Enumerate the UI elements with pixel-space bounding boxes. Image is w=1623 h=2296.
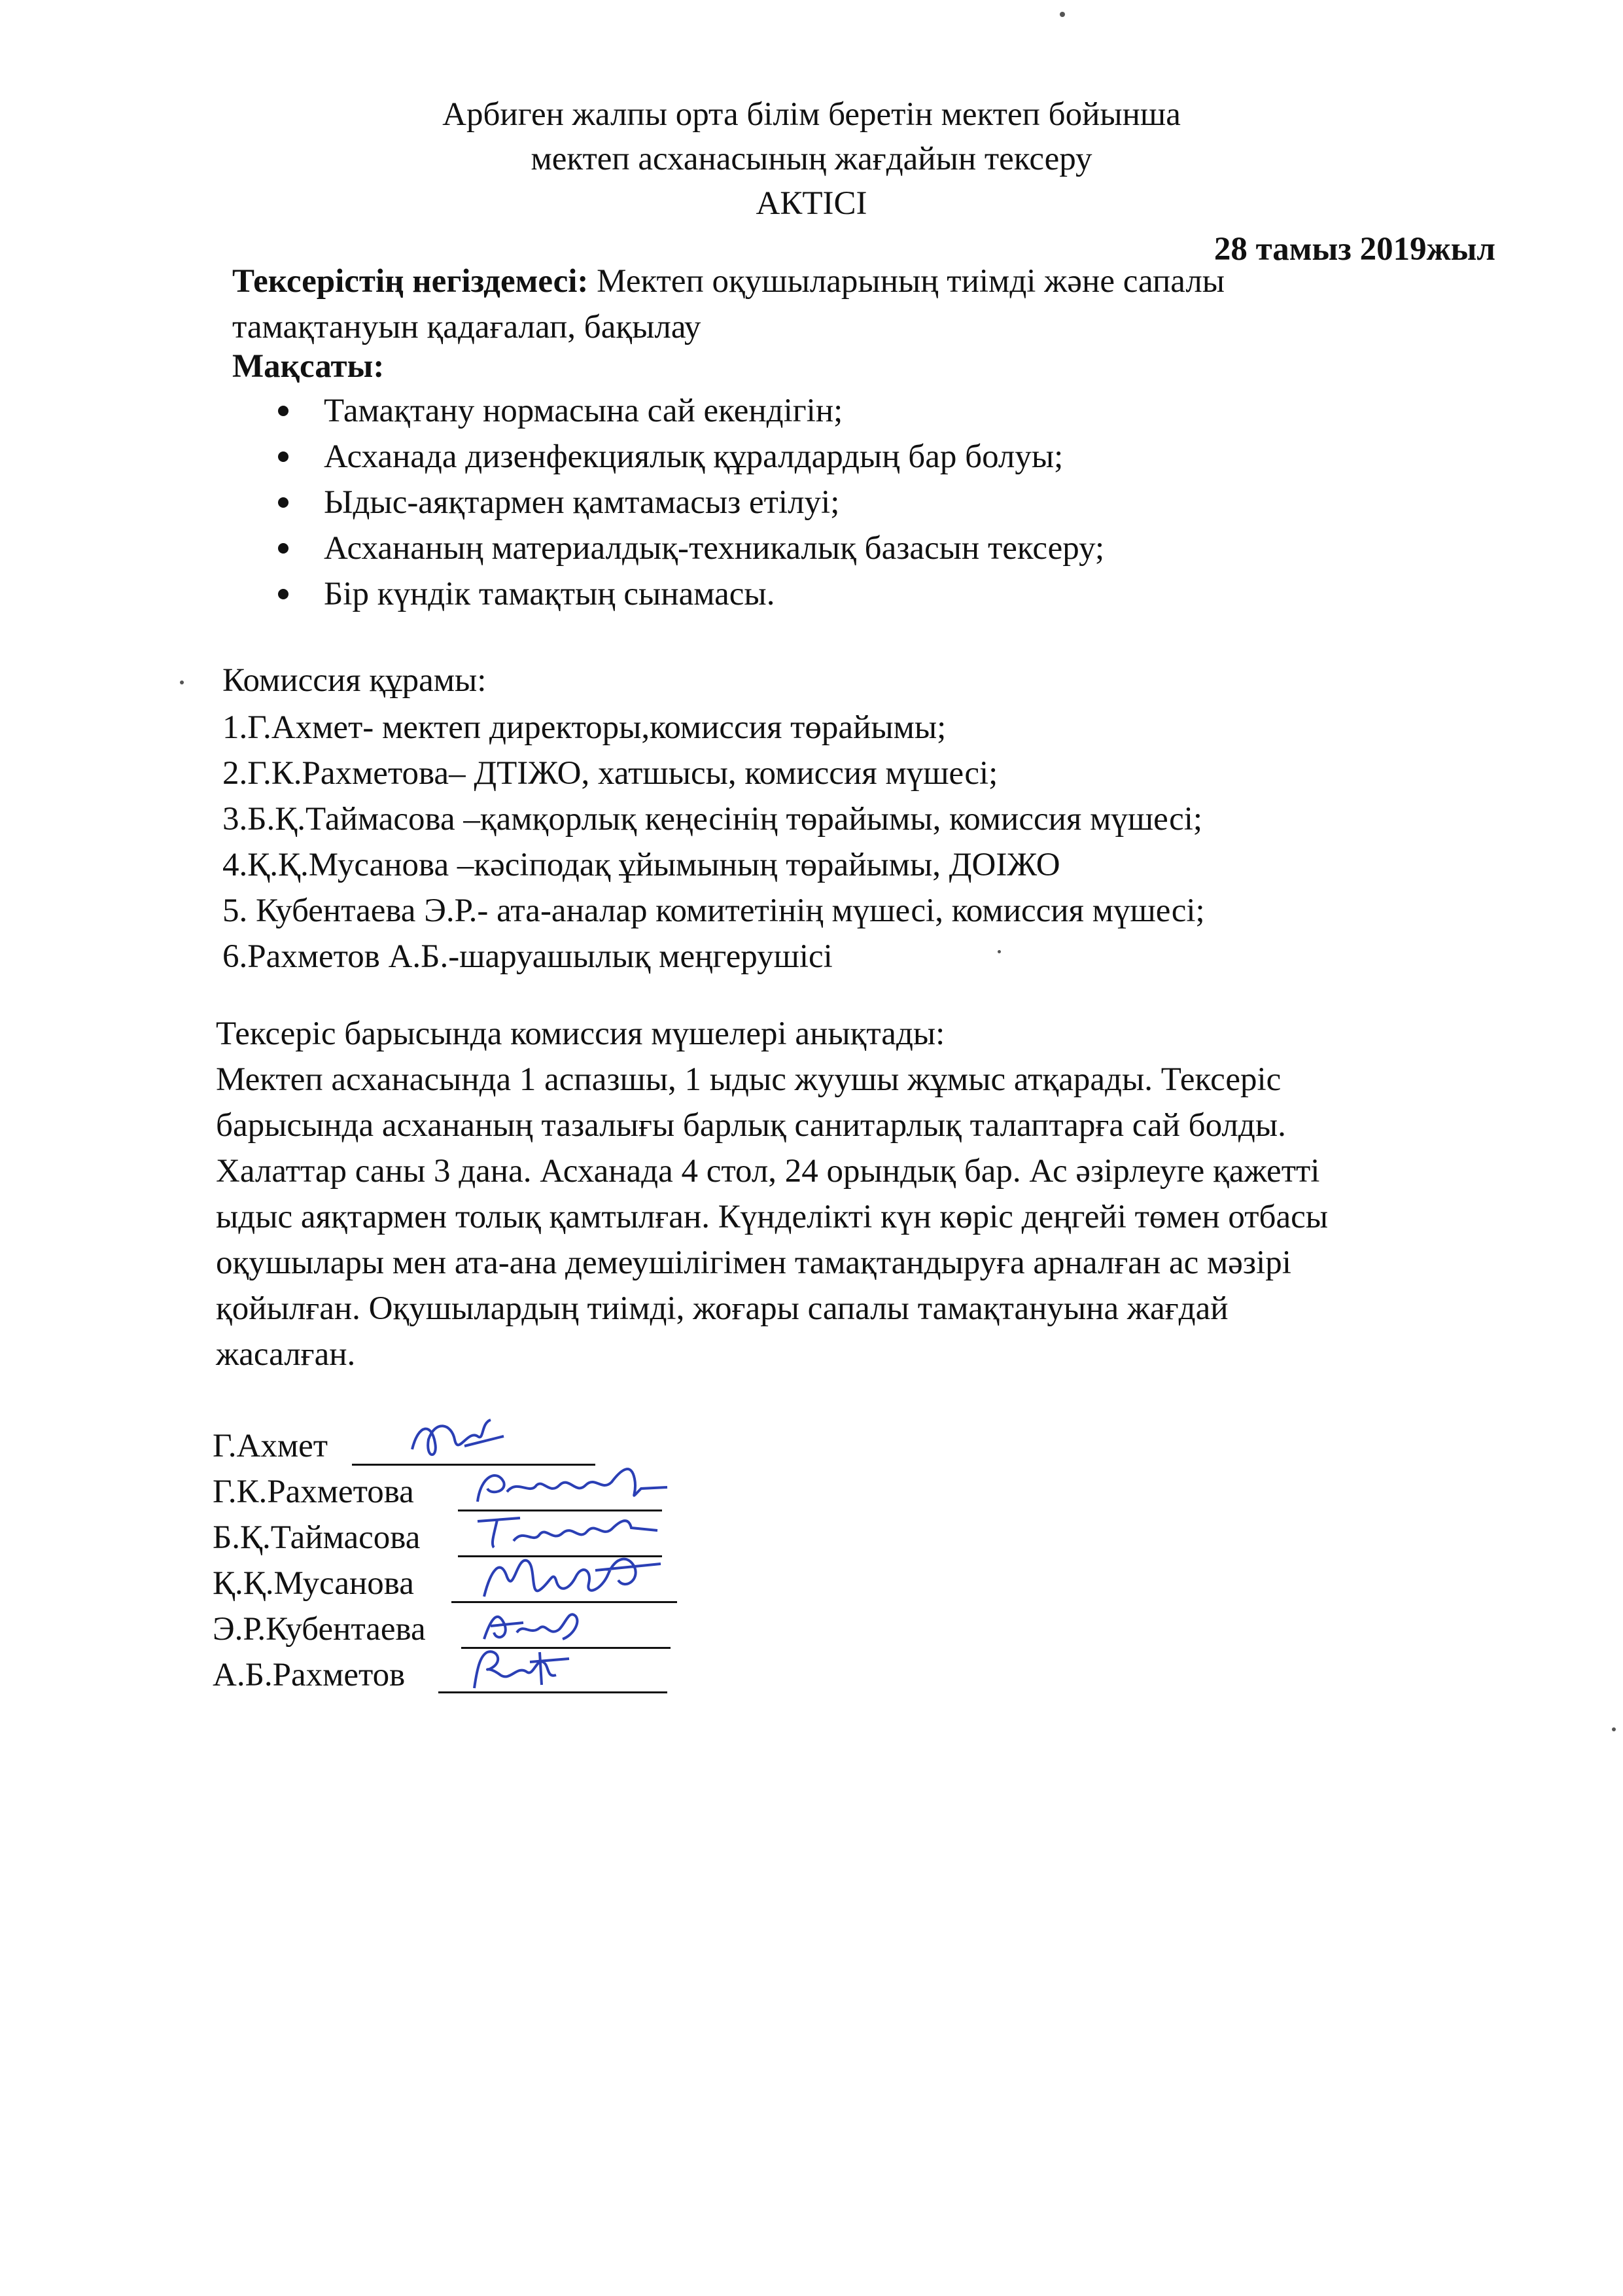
findings-line: Халаттар саны 3 дана. Асханада 4 стол, 24 орындық бар. Ас әзірлеуге қажетті	[216, 1153, 1320, 1190]
commission-member: 5. Кубентаева Э.Р.- ата-аналар комитетінің мүшесі, комиссия мүшесі;	[222, 892, 1205, 929]
list-item: Бір күндік тамақтың сынамасы.	[278, 574, 1104, 620]
list-item: Ыдыс-аяқтармен қамтамасыз етілуі;	[278, 483, 1104, 529]
scan-speck	[1612, 1727, 1616, 1731]
scan-speck	[180, 680, 184, 684]
doc-title-act: АКТІСІ	[756, 185, 867, 222]
bullet-icon	[278, 589, 288, 599]
bullet-icon	[278, 497, 288, 508]
findings-line: оқушылары мен ата-ана демеушілігімен тамақтандыруға арналған ас мәзірі	[216, 1245, 1291, 1281]
signature-name: Э.Р.Кубентаева	[213, 1611, 426, 1648]
findings-line: Мектеп асханасында 1 аспазшы, 1 ыдыс жуушы жұмыс атқарады. Тексеріс	[216, 1061, 1282, 1098]
commission-member: 3.Б.Қ.Таймасова –қамқорлық кеңесінің төрайымы, комиссия мүшесі;	[222, 801, 1203, 838]
bullet-icon	[278, 406, 288, 416]
commission-member: 4.Қ.Қ.Мусанова –кәсіподақ ұйымының төрайымы, ДОІЖО	[222, 847, 1060, 883]
basis-line1	[232, 262, 1225, 301]
signature-name: Қ.Қ.Мусанова	[213, 1565, 414, 1602]
basis-text-1: Мектеп оқушыларының тиімді және сапалы	[588, 263, 1225, 300]
list-item: Тамақтану нормасына сай екендігін;	[278, 391, 1104, 437]
commission-member: 2.Г.К.Рахметова– ДТІЖО, хатшысы, комиссия мүшесі;	[222, 755, 998, 792]
scan-speck	[998, 950, 1001, 953]
signature-mark	[464, 1639, 582, 1698]
doc-date: 28 тамыз 2019жыл	[1213, 231, 1495, 268]
goals-label: Мақсаты:	[232, 348, 385, 385]
findings-line: жасалған.	[216, 1336, 356, 1373]
basis-label: Тексерістің негіздемесі:	[232, 263, 589, 300]
bullet-icon	[278, 543, 288, 554]
commission-label: Комиссия құрамы:	[222, 662, 487, 699]
commission-member: 6.Рахметов А.Б.-шаруашылық меңгерушісі	[222, 938, 833, 975]
signature-name: Г.Ахмет	[213, 1428, 328, 1464]
list-item: Асхананың материалдық-техникалық базасын тексеру;	[278, 529, 1104, 574]
findings-line: қойылған. Оқушылардың тиімді, жоғары сапалы тамақтануына жағдай	[216, 1290, 1229, 1327]
scan-speck	[1060, 12, 1065, 17]
commission-member: 1.Г.Ахмет- мектеп директоры,комиссия төрайымы;	[222, 709, 947, 746]
list-item: Асханада дизенфекциялық құралдардың бар болуы;	[278, 437, 1104, 483]
signature-name: А.Б.Рахметов	[213, 1657, 406, 1693]
doc-title-line2: мектеп асханасының жағдайын тексеру	[531, 141, 1092, 177]
findings-label: Тексеріс барысында комиссия мүшелері анықтады:	[216, 1016, 945, 1052]
signature-name: Б.Қ.Таймасова	[213, 1519, 421, 1556]
findings-line: барысында асхананың тазалығы барлық санитарлық талаптарға сай болды.	[216, 1107, 1286, 1144]
findings-line: ыдыс аяқтармен толық қамтылған. Күнделікті күн көріс деңгейі төмен отбасы	[216, 1199, 1328, 1235]
doc-title-line1: Арбиген жалпы орта білім беретін мектеп бойынша	[442, 96, 1181, 133]
signature-name: Г.К.Рахметова	[213, 1474, 414, 1510]
bullet-icon	[278, 451, 288, 462]
goals-list	[278, 391, 1104, 620]
basis-text-2: тамақтануын қадағалап, бақылау	[232, 309, 701, 345]
